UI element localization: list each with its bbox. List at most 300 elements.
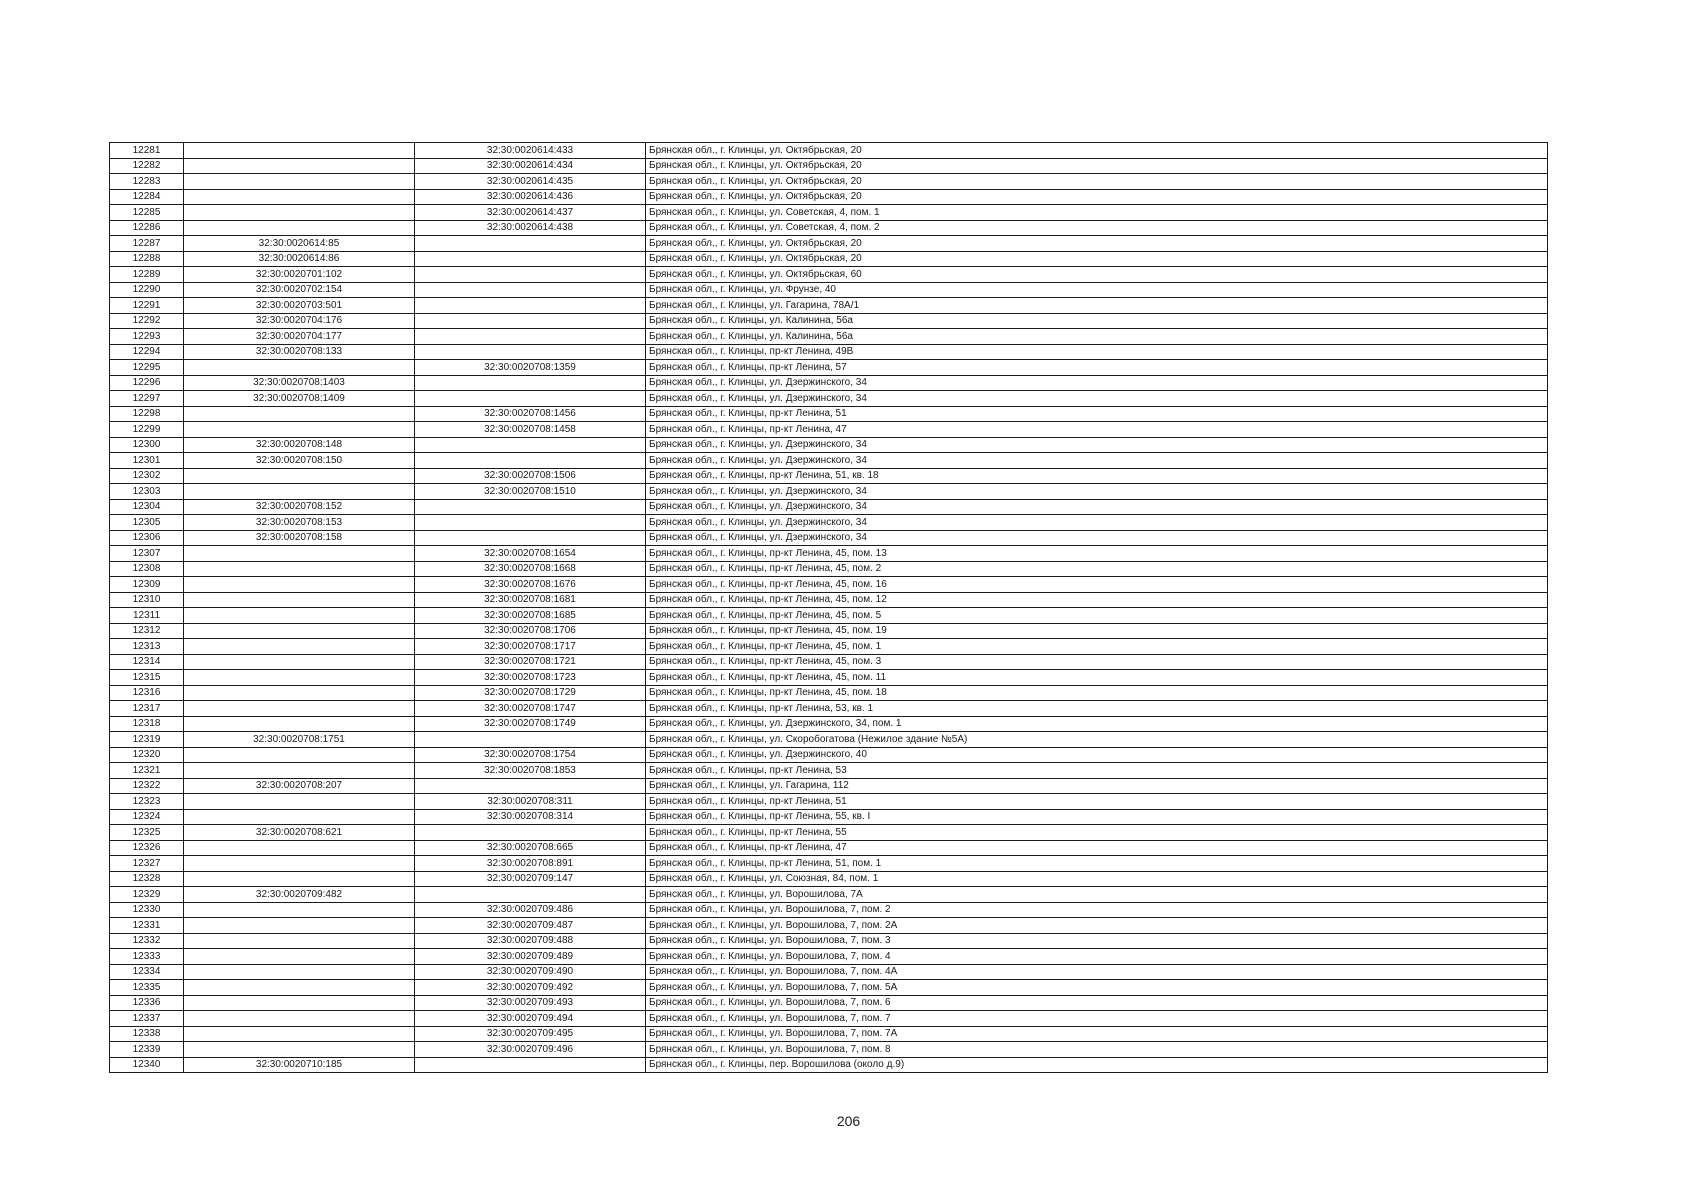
table-row (110, 964, 1548, 980)
table-row (110, 871, 1548, 887)
object-cadastral-number-cell (415, 732, 646, 748)
row-number-cell: 12301 (110, 453, 184, 469)
address-cell: Брянская обл., г. Клинцы, пр-кт Ленина, 53 (646, 763, 1548, 779)
row-number-cell: 12321 (110, 763, 184, 779)
row-number-cell: 12313 (110, 639, 184, 655)
table-row (110, 980, 1548, 996)
row-number-cell: 12340 (110, 1057, 184, 1073)
table-row (110, 949, 1548, 965)
land-cadastral-number-cell (184, 205, 415, 221)
address-cell: Брянская обл., г. Клинцы, ул. Ворошилова, 7А (646, 887, 1548, 903)
table-row (110, 437, 1548, 453)
object-cadastral-number-cell: 32:30:0020708:1681 (415, 592, 646, 608)
address-cell: Брянская обл., г. Клинцы, пр-кт Ленина, 45, пом. 3 (646, 654, 1548, 670)
address-cell: Брянская обл., г. Клинцы, ул. Калинина, 56а (646, 313, 1548, 329)
row-number-cell: 12318 (110, 716, 184, 732)
row-number-cell: 12328 (110, 871, 184, 887)
object-cadastral-number-cell: 32:30:0020614:434 (415, 158, 646, 174)
address-cell: Брянская обл., г. Клинцы, ул. Ворошилова, 7, пом. 4 (646, 949, 1548, 965)
object-cadastral-number-cell: 32:30:0020709:495 (415, 1026, 646, 1042)
object-cadastral-number-cell (415, 375, 646, 391)
table-row (110, 577, 1548, 593)
row-number-cell: 12326 (110, 840, 184, 856)
table-row (110, 1042, 1548, 1058)
row-number-cell: 12302 (110, 468, 184, 484)
table-row (110, 592, 1548, 608)
object-cadastral-number-cell (415, 282, 646, 298)
row-number-cell: 12296 (110, 375, 184, 391)
table-row (110, 763, 1548, 779)
object-cadastral-number-cell: 32:30:0020614:435 (415, 174, 646, 190)
land-cadastral-number-cell (184, 980, 415, 996)
object-cadastral-number-cell: 32:30:0020614:437 (415, 205, 646, 221)
land-cadastral-number-cell (184, 422, 415, 438)
land-cadastral-number-cell: 32:30:0020708:153 (184, 515, 415, 531)
row-number-cell: 12322 (110, 778, 184, 794)
land-cadastral-number-cell: 32:30:0020708:621 (184, 825, 415, 841)
row-number-cell: 12311 (110, 608, 184, 624)
land-cadastral-number-cell (184, 623, 415, 639)
table-row (110, 453, 1548, 469)
row-number-cell: 12282 (110, 158, 184, 174)
object-cadastral-number-cell: 32:30:0020708:1458 (415, 422, 646, 438)
address-cell: Брянская обл., г. Клинцы, ул. Дзержинского, 34, пом. 1 (646, 716, 1548, 732)
object-cadastral-number-cell: 32:30:0020709:494 (415, 1011, 646, 1027)
row-number-cell: 12309 (110, 577, 184, 593)
table-row (110, 794, 1548, 810)
object-cadastral-number-cell: 32:30:0020708:1685 (415, 608, 646, 624)
table-row (110, 329, 1548, 345)
registry-table (109, 142, 1548, 1073)
object-cadastral-number-cell (415, 499, 646, 515)
object-cadastral-number-cell (415, 267, 646, 283)
address-cell: Брянская обл., г. Клинцы, пр-кт Ленина, 51, кв. 18 (646, 468, 1548, 484)
table-row (110, 902, 1548, 918)
object-cadastral-number-cell (415, 251, 646, 267)
address-cell: Брянская обл., г. Клинцы, ул. Дзержинского, 34 (646, 391, 1548, 407)
land-cadastral-number-cell (184, 949, 415, 965)
object-cadastral-number-cell: 32:30:0020708:1853 (415, 763, 646, 779)
object-cadastral-number-cell (415, 887, 646, 903)
object-cadastral-number-cell: 32:30:0020708:1359 (415, 360, 646, 376)
address-cell: Брянская обл., г. Клинцы, ул. Ворошилова, 7, пом. 2А (646, 918, 1548, 934)
table-row (110, 391, 1548, 407)
object-cadastral-number-cell: 32:30:0020709:496 (415, 1042, 646, 1058)
address-cell: Брянская обл., г. Клинцы, ул. Дзержинского, 34 (646, 484, 1548, 500)
land-cadastral-number-cell: 32:30:0020708:1403 (184, 375, 415, 391)
object-cadastral-number-cell: 32:30:0020708:1506 (415, 468, 646, 484)
table-row (110, 375, 1548, 391)
address-cell: Брянская обл., г. Клинцы, пр-кт Ленина, 45, пом. 19 (646, 623, 1548, 639)
row-number-cell: 12333 (110, 949, 184, 965)
row-number-cell: 12337 (110, 1011, 184, 1027)
land-cadastral-number-cell (184, 902, 415, 918)
address-cell: Брянская обл., г. Клинцы, ул. Союзная, 84, пом. 1 (646, 871, 1548, 887)
land-cadastral-number-cell: 32:30:0020708:152 (184, 499, 415, 515)
object-cadastral-number-cell: 32:30:0020709:488 (415, 933, 646, 949)
row-number-cell: 12324 (110, 809, 184, 825)
land-cadastral-number-cell (184, 701, 415, 717)
table-row (110, 282, 1548, 298)
row-number-cell: 12292 (110, 313, 184, 329)
address-cell: Брянская обл., г. Клинцы, пр-кт Ленина, 45, пом. 5 (646, 608, 1548, 624)
row-number-cell: 12335 (110, 980, 184, 996)
table-row (110, 530, 1548, 546)
table-row (110, 360, 1548, 376)
table-row (110, 515, 1548, 531)
address-cell: Брянская обл., г. Клинцы, пр-кт Ленина, 45, пом. 2 (646, 561, 1548, 577)
table-row (110, 918, 1548, 934)
land-cadastral-number-cell (184, 189, 415, 205)
address-cell: Брянская обл., г. Клинцы, пр-кт Ленина, 45, пом. 13 (646, 546, 1548, 562)
land-cadastral-number-cell (184, 794, 415, 810)
object-cadastral-number-cell (415, 391, 646, 407)
row-number-cell: 12336 (110, 995, 184, 1011)
address-cell: Брянская обл., г. Клинцы, ул. Дзержинского, 34 (646, 515, 1548, 531)
land-cadastral-number-cell (184, 685, 415, 701)
row-number-cell: 12295 (110, 360, 184, 376)
row-number-cell: 12303 (110, 484, 184, 500)
land-cadastral-number-cell (184, 918, 415, 934)
table-row (110, 887, 1548, 903)
row-number-cell: 12298 (110, 406, 184, 422)
land-cadastral-number-cell (184, 577, 415, 593)
object-cadastral-number-cell: 32:30:0020708:1721 (415, 654, 646, 670)
table-row (110, 468, 1548, 484)
address-cell: Брянская обл., г. Клинцы, пр-кт Ленина, 47 (646, 422, 1548, 438)
object-cadastral-number-cell: 32:30:0020708:1456 (415, 406, 646, 422)
table-row (110, 825, 1548, 841)
table-row (110, 484, 1548, 500)
land-cadastral-number-cell (184, 639, 415, 655)
table-row (110, 685, 1548, 701)
row-number-cell: 12338 (110, 1026, 184, 1042)
land-cadastral-number-cell (184, 592, 415, 608)
object-cadastral-number-cell (415, 515, 646, 531)
object-cadastral-number-cell: 32:30:0020709:487 (415, 918, 646, 934)
address-cell: Брянская обл., г. Клинцы, пр-кт Ленина, 45, пом. 16 (646, 577, 1548, 593)
object-cadastral-number-cell: 32:30:0020614:433 (415, 143, 646, 159)
object-cadastral-number-cell: 32:30:0020709:493 (415, 995, 646, 1011)
table-row (110, 267, 1548, 283)
land-cadastral-number-cell: 32:30:0020708:1751 (184, 732, 415, 748)
row-number-cell: 12334 (110, 964, 184, 980)
address-cell: Брянская обл., г. Клинцы, пр-кт Ленина, 55 (646, 825, 1548, 841)
table-row (110, 701, 1548, 717)
address-cell: Брянская обл., г. Клинцы, ул. Советская, 4, пом. 2 (646, 220, 1548, 236)
address-cell: Брянская обл., г. Клинцы, пр-кт Ленина, 45, пом. 18 (646, 685, 1548, 701)
address-cell: Брянская обл., г. Клинцы, пер. Ворошилова (около д.9) (646, 1057, 1548, 1073)
land-cadastral-number-cell: 32:30:0020701:102 (184, 267, 415, 283)
row-number-cell: 12310 (110, 592, 184, 608)
address-cell: Брянская обл., г. Клинцы, ул. Октябрьская, 20 (646, 143, 1548, 159)
land-cadastral-number-cell: 32:30:0020708:1409 (184, 391, 415, 407)
table-row (110, 189, 1548, 205)
land-cadastral-number-cell: 32:30:0020703:501 (184, 298, 415, 314)
address-cell: Брянская обл., г. Клинцы, ул. Дзержинского, 34 (646, 375, 1548, 391)
table-row (110, 716, 1548, 732)
land-cadastral-number-cell: 32:30:0020708:148 (184, 437, 415, 453)
row-number-cell: 12325 (110, 825, 184, 841)
object-cadastral-number-cell (415, 236, 646, 252)
row-number-cell: 12305 (110, 515, 184, 531)
row-number-cell: 12339 (110, 1042, 184, 1058)
address-cell: Брянская обл., г. Клинцы, пр-кт Ленина, 57 (646, 360, 1548, 376)
land-cadastral-number-cell (184, 143, 415, 159)
object-cadastral-number-cell (415, 530, 646, 546)
object-cadastral-number-cell (415, 825, 646, 841)
object-cadastral-number-cell: 32:30:0020614:438 (415, 220, 646, 236)
table-row (110, 732, 1548, 748)
land-cadastral-number-cell: 32:30:0020704:176 (184, 313, 415, 329)
table-row (110, 546, 1548, 562)
address-cell: Брянская обл., г. Клинцы, пр-кт Ленина, 45, пом. 1 (646, 639, 1548, 655)
object-cadastral-number-cell: 32:30:0020709:147 (415, 871, 646, 887)
object-cadastral-number-cell: 32:30:0020708:1747 (415, 701, 646, 717)
page-number: 206 (836, 1113, 861, 1129)
registry-table-body (110, 143, 1548, 1073)
object-cadastral-number-cell: 32:30:0020708:1510 (415, 484, 646, 500)
land-cadastral-number-cell: 32:30:0020614:85 (184, 236, 415, 252)
address-cell: Брянская обл., г. Клинцы, ул. Октябрьская, 60 (646, 267, 1548, 283)
address-cell: Брянская обл., г. Клинцы, ул. Ворошилова, 7, пом. 8 (646, 1042, 1548, 1058)
row-number-cell: 12281 (110, 143, 184, 159)
land-cadastral-number-cell: 32:30:0020708:150 (184, 453, 415, 469)
object-cadastral-number-cell: 32:30:0020709:492 (415, 980, 646, 996)
object-cadastral-number-cell (415, 313, 646, 329)
object-cadastral-number-cell (415, 298, 646, 314)
object-cadastral-number-cell: 32:30:0020614:436 (415, 189, 646, 205)
address-cell: Брянская обл., г. Клинцы, ул. Дзержинского, 34 (646, 530, 1548, 546)
land-cadastral-number-cell (184, 840, 415, 856)
row-number-cell: 12283 (110, 174, 184, 190)
object-cadastral-number-cell: 32:30:0020708:1723 (415, 670, 646, 686)
row-number-cell: 12291 (110, 298, 184, 314)
row-number-cell: 12294 (110, 344, 184, 360)
table-row (110, 639, 1548, 655)
land-cadastral-number-cell (184, 964, 415, 980)
row-number-cell: 12284 (110, 189, 184, 205)
land-cadastral-number-cell: 32:30:0020709:482 (184, 887, 415, 903)
row-number-cell: 12332 (110, 933, 184, 949)
object-cadastral-number-cell: 32:30:0020708:1706 (415, 623, 646, 639)
address-cell: Брянская обл., г. Клинцы, ул. Ворошилова, 7, пом. 4А (646, 964, 1548, 980)
row-number-cell: 12308 (110, 561, 184, 577)
land-cadastral-number-cell: 32:30:0020614:86 (184, 251, 415, 267)
table-row (110, 933, 1548, 949)
object-cadastral-number-cell (415, 778, 646, 794)
land-cadastral-number-cell (184, 484, 415, 500)
table-row (110, 422, 1548, 438)
row-number-cell: 12331 (110, 918, 184, 934)
land-cadastral-number-cell (184, 158, 415, 174)
object-cadastral-number-cell: 32:30:0020708:1676 (415, 577, 646, 593)
land-cadastral-number-cell (184, 995, 415, 1011)
address-cell: Брянская обл., г. Клинцы, пр-кт Ленина, 47 (646, 840, 1548, 856)
address-cell: Брянская обл., г. Клинцы, ул. Дзержинского, 40 (646, 747, 1548, 763)
table-row (110, 747, 1548, 763)
address-cell: Брянская обл., г. Клинцы, пр-кт Ленина, 49В (646, 344, 1548, 360)
address-cell: Брянская обл., г. Клинцы, ул. Скоробогатова (Нежилое здание №5А) (646, 732, 1548, 748)
table-row (110, 1026, 1548, 1042)
address-cell: Брянская обл., г. Клинцы, ул. Советская, 4, пом. 1 (646, 205, 1548, 221)
address-cell: Брянская обл., г. Клинцы, пр-кт Ленина, 51, пом. 1 (646, 856, 1548, 872)
table-row (110, 158, 1548, 174)
table-row (110, 1057, 1548, 1073)
address-cell: Брянская обл., г. Клинцы, ул. Октябрьская, 20 (646, 251, 1548, 267)
address-cell: Брянская обл., г. Клинцы, ул. Октябрьская, 20 (646, 236, 1548, 252)
row-number-cell: 12319 (110, 732, 184, 748)
row-number-cell: 12320 (110, 747, 184, 763)
object-cadastral-number-cell: 32:30:0020708:1729 (415, 685, 646, 701)
row-number-cell: 12286 (110, 220, 184, 236)
row-number-cell: 12293 (110, 329, 184, 345)
land-cadastral-number-cell (184, 561, 415, 577)
table-row (110, 143, 1548, 159)
address-cell: Брянская обл., г. Клинцы, ул. Ворошилова, 7, пом. 7 (646, 1011, 1548, 1027)
land-cadastral-number-cell (184, 1042, 415, 1058)
land-cadastral-number-cell: 32:30:0020708:158 (184, 530, 415, 546)
land-cadastral-number-cell: 32:30:0020704:177 (184, 329, 415, 345)
land-cadastral-number-cell (184, 654, 415, 670)
address-cell: Брянская обл., г. Клинцы, ул. Ворошилова, 7, пом. 5А (646, 980, 1548, 996)
row-number-cell: 12289 (110, 267, 184, 283)
land-cadastral-number-cell (184, 406, 415, 422)
land-cadastral-number-cell (184, 856, 415, 872)
address-cell: Брянская обл., г. Клинцы, пр-кт Ленина, 53, кв. 1 (646, 701, 1548, 717)
object-cadastral-number-cell: 32:30:0020708:1668 (415, 561, 646, 577)
table-row (110, 608, 1548, 624)
row-number-cell: 12317 (110, 701, 184, 717)
address-cell: Брянская обл., г. Клинцы, ул. Дзержинского, 34 (646, 453, 1548, 469)
table-row (110, 670, 1548, 686)
table-row (110, 236, 1548, 252)
row-number-cell: 12304 (110, 499, 184, 515)
table-row (110, 298, 1548, 314)
row-number-cell: 12315 (110, 670, 184, 686)
object-cadastral-number-cell: 32:30:0020708:891 (415, 856, 646, 872)
land-cadastral-number-cell (184, 468, 415, 484)
object-cadastral-number-cell: 32:30:0020709:486 (415, 902, 646, 918)
row-number-cell: 12288 (110, 251, 184, 267)
land-cadastral-number-cell: 32:30:0020710:185 (184, 1057, 415, 1073)
address-cell: Брянская обл., г. Клинцы, ул. Гагарина, 78А/1 (646, 298, 1548, 314)
address-cell: Брянская обл., г. Клинцы, ул. Ворошилова, 7, пом. 2 (646, 902, 1548, 918)
land-cadastral-number-cell (184, 546, 415, 562)
land-cadastral-number-cell (184, 747, 415, 763)
object-cadastral-number-cell: 32:30:0020708:314 (415, 809, 646, 825)
address-cell: Брянская обл., г. Клинцы, ул. Октябрьская, 20 (646, 174, 1548, 190)
land-cadastral-number-cell (184, 809, 415, 825)
row-number-cell: 12323 (110, 794, 184, 810)
object-cadastral-number-cell: 32:30:0020708:665 (415, 840, 646, 856)
table-row (110, 174, 1548, 190)
row-number-cell: 12329 (110, 887, 184, 903)
land-cadastral-number-cell (184, 716, 415, 732)
table-row (110, 840, 1548, 856)
table-row (110, 251, 1548, 267)
object-cadastral-number-cell (415, 1057, 646, 1073)
table-row (110, 220, 1548, 236)
row-number-cell: 12287 (110, 236, 184, 252)
land-cadastral-number-cell (184, 1011, 415, 1027)
object-cadastral-number-cell (415, 453, 646, 469)
row-number-cell: 12314 (110, 654, 184, 670)
row-number-cell: 12285 (110, 205, 184, 221)
land-cadastral-number-cell (184, 933, 415, 949)
table-row (110, 406, 1548, 422)
address-cell: Брянская обл., г. Клинцы, ул. Ворошилова, 7, пом. 7А (646, 1026, 1548, 1042)
address-cell: Брянская обл., г. Клинцы, пр-кт Ленина, 51 (646, 406, 1548, 422)
object-cadastral-number-cell: 32:30:0020709:489 (415, 949, 646, 965)
table-row (110, 344, 1548, 360)
address-cell: Брянская обл., г. Клинцы, пр-кт Ленина, 51 (646, 794, 1548, 810)
row-number-cell: 12299 (110, 422, 184, 438)
table-row (110, 499, 1548, 515)
row-number-cell: 12300 (110, 437, 184, 453)
address-cell: Брянская обл., г. Клинцы, ул. Октябрьская, 20 (646, 189, 1548, 205)
object-cadastral-number-cell (415, 437, 646, 453)
address-cell: Брянская обл., г. Клинцы, ул. Ворошилова, 7, пом. 3 (646, 933, 1548, 949)
table-row (110, 809, 1548, 825)
address-cell: Брянская обл., г. Клинцы, пр-кт Ленина, 55, кв. I (646, 809, 1548, 825)
row-number-cell: 12290 (110, 282, 184, 298)
object-cadastral-number-cell: 32:30:0020708:311 (415, 794, 646, 810)
row-number-cell: 12312 (110, 623, 184, 639)
row-number-cell: 12316 (110, 685, 184, 701)
table-row (110, 856, 1548, 872)
land-cadastral-number-cell: 32:30:0020708:133 (184, 344, 415, 360)
object-cadastral-number-cell: 32:30:0020708:1754 (415, 747, 646, 763)
table-row (110, 995, 1548, 1011)
land-cadastral-number-cell (184, 220, 415, 236)
row-number-cell: 12297 (110, 391, 184, 407)
address-cell: Брянская обл., г. Клинцы, ул. Ворошилова, 7, пом. 6 (646, 995, 1548, 1011)
land-cadastral-number-cell (184, 763, 415, 779)
address-cell: Брянская обл., г. Клинцы, ул. Гагарина, 112 (646, 778, 1548, 794)
object-cadastral-number-cell: 32:30:0020708:1654 (415, 546, 646, 562)
address-cell: Брянская обл., г. Клинцы, пр-кт Ленина, 45, пом. 11 (646, 670, 1548, 686)
land-cadastral-number-cell (184, 608, 415, 624)
table-row (110, 1011, 1548, 1027)
table-row (110, 778, 1548, 794)
land-cadastral-number-cell (184, 1026, 415, 1042)
row-number-cell: 12330 (110, 902, 184, 918)
row-number-cell: 12307 (110, 546, 184, 562)
table-row (110, 313, 1548, 329)
address-cell: Брянская обл., г. Клинцы, ул. Октябрьская, 20 (646, 158, 1548, 174)
row-number-cell: 12306 (110, 530, 184, 546)
address-cell: Брянская обл., г. Клинцы, ул. Дзержинского, 34 (646, 499, 1548, 515)
land-cadastral-number-cell (184, 174, 415, 190)
address-cell: Брянская обл., г. Клинцы, ул. Калинина, 56а (646, 329, 1548, 345)
land-cadastral-number-cell (184, 871, 415, 887)
row-number-cell: 12327 (110, 856, 184, 872)
object-cadastral-number-cell (415, 329, 646, 345)
object-cadastral-number-cell (415, 344, 646, 360)
object-cadastral-number-cell: 32:30:0020709:490 (415, 964, 646, 980)
land-cadastral-number-cell (184, 670, 415, 686)
land-cadastral-number-cell: 32:30:0020702:154 (184, 282, 415, 298)
table-row (110, 654, 1548, 670)
table-row (110, 623, 1548, 639)
object-cadastral-number-cell: 32:30:0020708:1749 (415, 716, 646, 732)
table-row (110, 561, 1548, 577)
address-cell: Брянская обл., г. Клинцы, ул. Дзержинского, 34 (646, 437, 1548, 453)
object-cadastral-number-cell: 32:30:0020708:1717 (415, 639, 646, 655)
land-cadastral-number-cell (184, 360, 415, 376)
table-row (110, 205, 1548, 221)
